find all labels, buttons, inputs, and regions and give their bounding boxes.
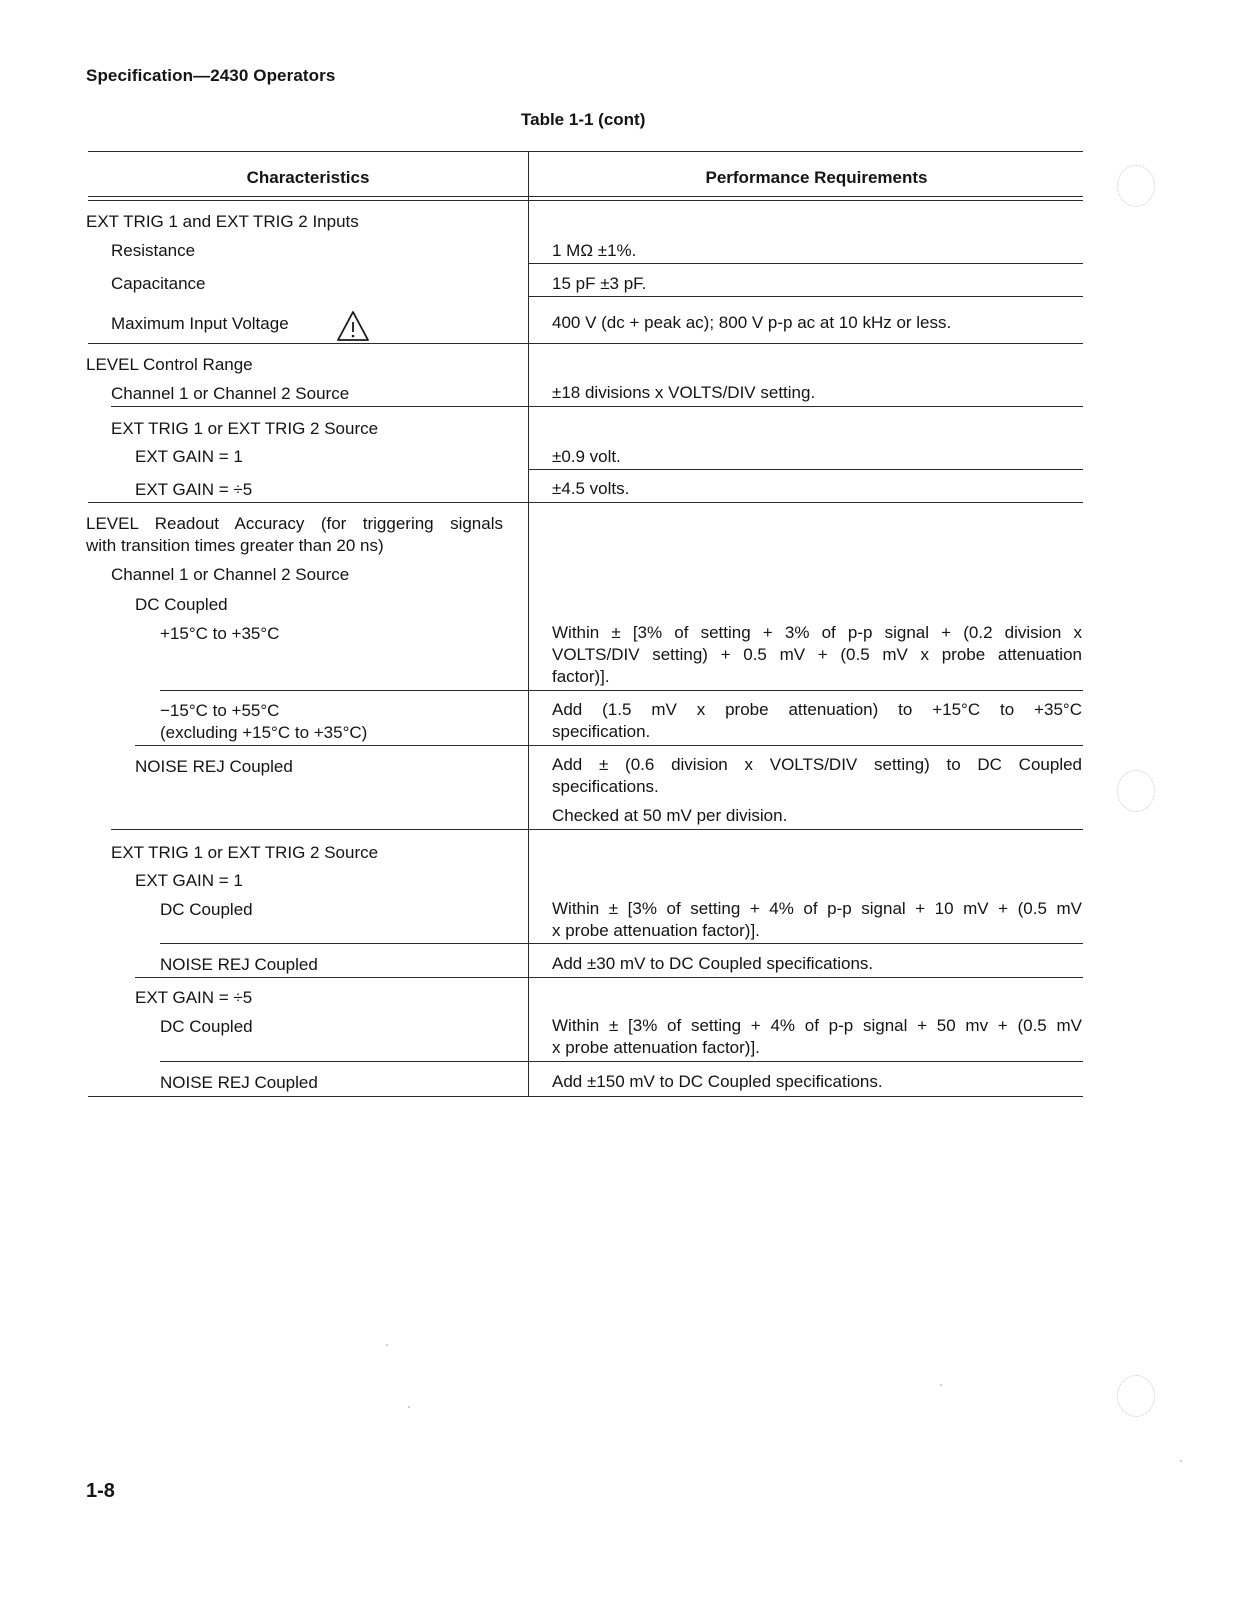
row-rule bbox=[529, 263, 1083, 264]
row-value-line: factor)]. bbox=[552, 667, 610, 686]
row-value-line: specifications. bbox=[552, 777, 659, 796]
row-label: EXT GAIN = 1 bbox=[135, 447, 243, 466]
row-label: NOISE REJ Coupled bbox=[160, 1073, 318, 1092]
row-value-line: x probe attenuation factor)]. bbox=[552, 1038, 760, 1057]
row-rule bbox=[160, 1061, 1083, 1062]
row-value-line: Within ± [3% of setting + 3% of p-p signal + (0.2 division x bbox=[552, 623, 1082, 642]
punch-hole-mark bbox=[1117, 770, 1155, 812]
punch-hole-mark bbox=[1117, 165, 1155, 207]
row-rule bbox=[529, 296, 1083, 297]
warning-triangle-icon bbox=[336, 310, 370, 342]
row-value: 400 V (dc + peak ac); 800 V p-p ac at 10 kHz or less. bbox=[552, 313, 952, 332]
row-label: Channel 1 or Channel 2 Source bbox=[111, 384, 350, 403]
row-label: NOISE REJ Coupled bbox=[135, 757, 293, 776]
table-top-rule bbox=[88, 151, 1083, 152]
row-value-line: Add ± (0.6 division x VOLTS/DIV setting) to DC Coupled bbox=[552, 755, 1082, 774]
row-subheading: EXT TRIG 1 or EXT TRIG 2 Source bbox=[111, 843, 379, 862]
row-value: ±4.5 volts. bbox=[552, 479, 630, 498]
row-subheading: EXT GAIN = 1 bbox=[135, 871, 243, 890]
row-value: 15 pF ±3 pF. bbox=[552, 274, 647, 293]
column-divider bbox=[528, 152, 529, 1097]
row-label: DC Coupled bbox=[160, 1017, 253, 1036]
running-head: Specification—2430 Operators bbox=[86, 66, 336, 85]
row-rule bbox=[135, 745, 1083, 746]
row-subheading: EXT TRIG 1 or EXT TRIG 2 Source bbox=[111, 419, 379, 438]
row-value-line: Checked at 50 mV per division. bbox=[552, 806, 788, 825]
row-label: DC Coupled bbox=[160, 900, 253, 919]
row-label: NOISE REJ Coupled bbox=[160, 955, 318, 974]
group-rule bbox=[88, 343, 1083, 344]
row-subheading: EXT GAIN = ÷5 bbox=[135, 988, 253, 1007]
row-value-line: specification. bbox=[552, 722, 651, 741]
row-value-line: Within ± [3% of setting + 4% of p-p signal + 50 mv + (0.5 mV bbox=[552, 1016, 1082, 1035]
row-label: −15°C to +55°C bbox=[160, 701, 280, 720]
group-rule bbox=[88, 502, 1083, 503]
row-heading-continued: with transition times greater than 20 ns) bbox=[86, 536, 384, 555]
row-label: (excluding +15°C to +35°C) bbox=[160, 723, 368, 742]
row-rule bbox=[135, 977, 1083, 978]
scan-speck bbox=[408, 1406, 410, 1408]
row-subheading: Channel 1 or Channel 2 Source bbox=[111, 565, 350, 584]
row-value-line: Add (1.5 mV x probe attenuation) to +15°C to +35°C bbox=[552, 700, 1082, 719]
table-bottom-rule bbox=[88, 1096, 1083, 1097]
row-value: Add ±30 mV to DC Coupled specifications. bbox=[552, 954, 874, 973]
row-subheading: DC Coupled bbox=[135, 595, 228, 614]
scan-speck bbox=[940, 1384, 942, 1386]
row-value-line: Within ± [3% of setting + 4% of p-p signal + 10 mV + (0.5 mV bbox=[552, 899, 1082, 918]
row-value-line: VOLTS/DIV setting) + 0.5 mV + (0.5 mV x probe attenuation bbox=[552, 645, 1082, 664]
row-rule bbox=[111, 406, 1083, 407]
column-header-characteristics: Characteristics bbox=[246, 168, 370, 187]
row-heading: LEVEL Readout Accuracy (for triggering signals bbox=[86, 514, 503, 533]
row-heading: LEVEL Control Range bbox=[86, 355, 253, 374]
row-value: Add ±150 mV to DC Coupled specifications. bbox=[552, 1072, 883, 1091]
row-value: ±18 divisions x VOLTS/DIV setting. bbox=[552, 383, 816, 402]
scan-speck bbox=[386, 1344, 388, 1346]
row-label: EXT GAIN = ÷5 bbox=[135, 480, 253, 499]
row-label: +15°C to +35°C bbox=[160, 624, 280, 643]
row-value: ±0.9 volt. bbox=[552, 447, 621, 466]
row-rule bbox=[160, 943, 1083, 944]
header-rule-lower bbox=[88, 200, 1083, 201]
row-rule bbox=[529, 469, 1083, 470]
row-heading: EXT TRIG 1 and EXT TRIG 2 Inputs bbox=[86, 212, 359, 231]
column-header-performance: Performance Requirements bbox=[705, 168, 928, 187]
row-value: 1 MΩ ±1%. bbox=[552, 241, 637, 260]
row-label: Capacitance bbox=[111, 274, 206, 293]
header-rule-upper bbox=[88, 196, 1083, 197]
scan-speck bbox=[1180, 1460, 1182, 1462]
row-rule bbox=[160, 690, 1083, 691]
table-title: Table 1-1 (cont) bbox=[521, 110, 646, 129]
row-label: Resistance bbox=[111, 241, 196, 260]
punch-hole-mark bbox=[1117, 1375, 1155, 1417]
row-rule bbox=[111, 829, 1083, 830]
row-label: Maximum Input Voltage bbox=[111, 314, 289, 333]
row-value-line: x probe attenuation factor)]. bbox=[552, 921, 760, 940]
page-number: 1-8 bbox=[86, 1480, 115, 1502]
